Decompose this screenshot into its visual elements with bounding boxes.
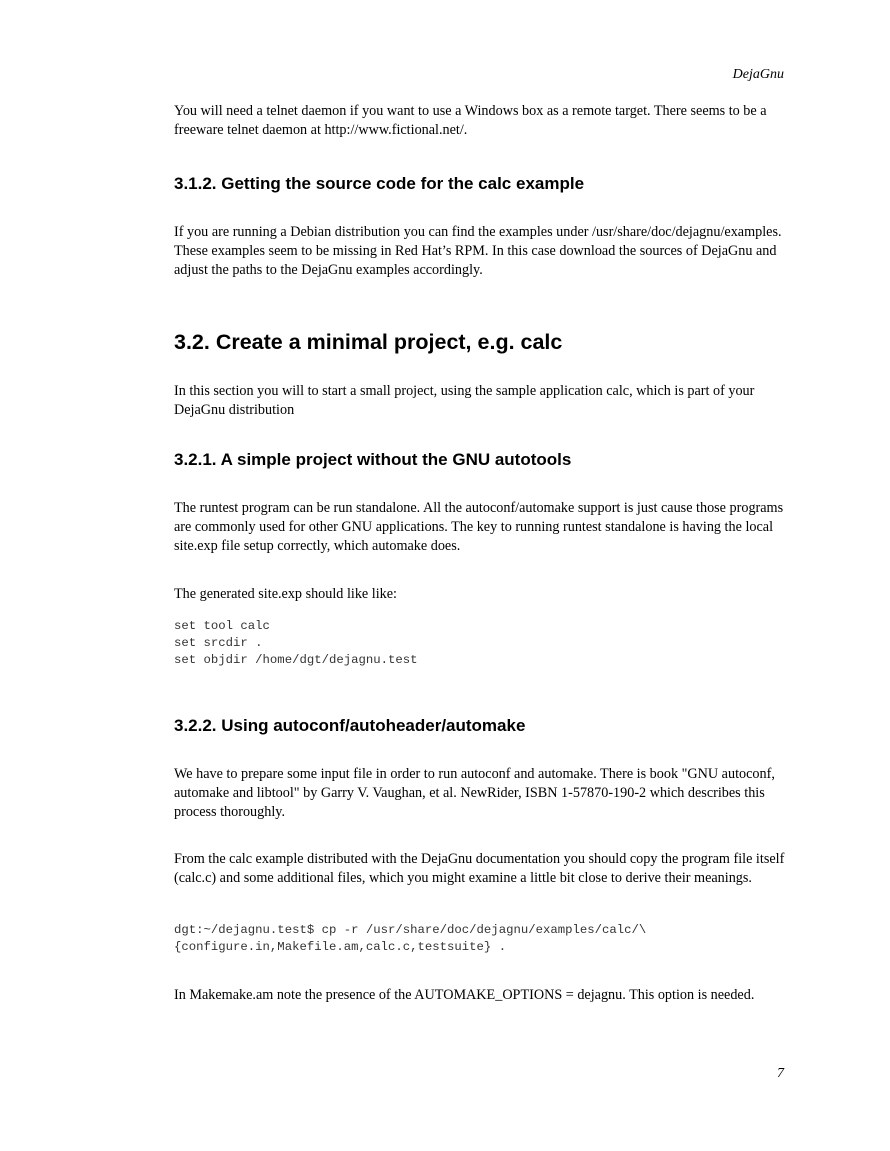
section-heading-3-2: 3.2. Create a minimal project, e.g. calc (174, 330, 563, 354)
section-heading-3-1-2: 3.1.2. Getting the source code for the calc example (174, 174, 585, 193)
running-header: DejaGnu (732, 67, 784, 82)
page-number: 7 (777, 1066, 784, 1081)
section-3-1-2-paragraph: If you are running a Debian distribution you can find the examples under /usr/share/doc/dejagnu/examples. These examples seem to be missing in Red Hat’s RPM. In this case download the sources of DejaGnu and adjust the paths to the DejaGnu examples accordingly. (174, 224, 782, 278)
section-3-2-2-paragraph-1: We have to prepare some input file in order to run autoconf and automake. There is book "GNU autoconf, automake and libtool" by Garry V. Vaughan, et al. NewRider, ISBN 1-57870-190-2 which describes this process thoroughly. (174, 766, 775, 820)
section-3-2-1-paragraph-2: The generated site.exp should like like: (174, 586, 397, 602)
section-3-2-paragraph: In this section you will to start a small project, using the sample application calc, which is part of your DejaGnu distribution (174, 383, 755, 418)
section-3-2-2-paragraph-3: In Makemake.am note the presence of the AUTOMAKE_OPTIONS = dejagnu. This option is needed. (174, 987, 755, 1003)
section-heading-3-2-1: 3.2.1. A simple project without the GNU autotools (174, 450, 572, 469)
site-exp-code-block: set tool calc set srcdir . set objdir /home/dgt/dejagnu.test (174, 619, 418, 667)
section-3-2-1-paragraph-1: The runtest program can be run standalone. All the autoconf/automake support is just cause those programs are commonly used for other GNU applications. The key to running runtest standalone is having the local site.exp file setup correctly, which automake does. (174, 500, 784, 554)
copy-command-code-block: dgt:~/dejagnu.test$ cp -r /usr/share/doc/dejagnu/examples/calc/\ {configure.in,Makefile.am,calc.c,testsuite} . (174, 923, 647, 954)
section-3-2-2-paragraph-2: From the calc example distributed with the DejaGnu documentation you should copy the program file itself (calc.c) and some additional files, which you might examine a little bit close to derive their meanings. (174, 851, 785, 886)
section-heading-3-2-2: 3.2.2. Using autoconf/autoheader/automake (174, 716, 526, 735)
intro-paragraph: You will need a telnet daemon if you want to use a Windows box as a remote target. There seems to be a freeware telnet daemon at http://www.fictional.net/. (174, 103, 767, 138)
